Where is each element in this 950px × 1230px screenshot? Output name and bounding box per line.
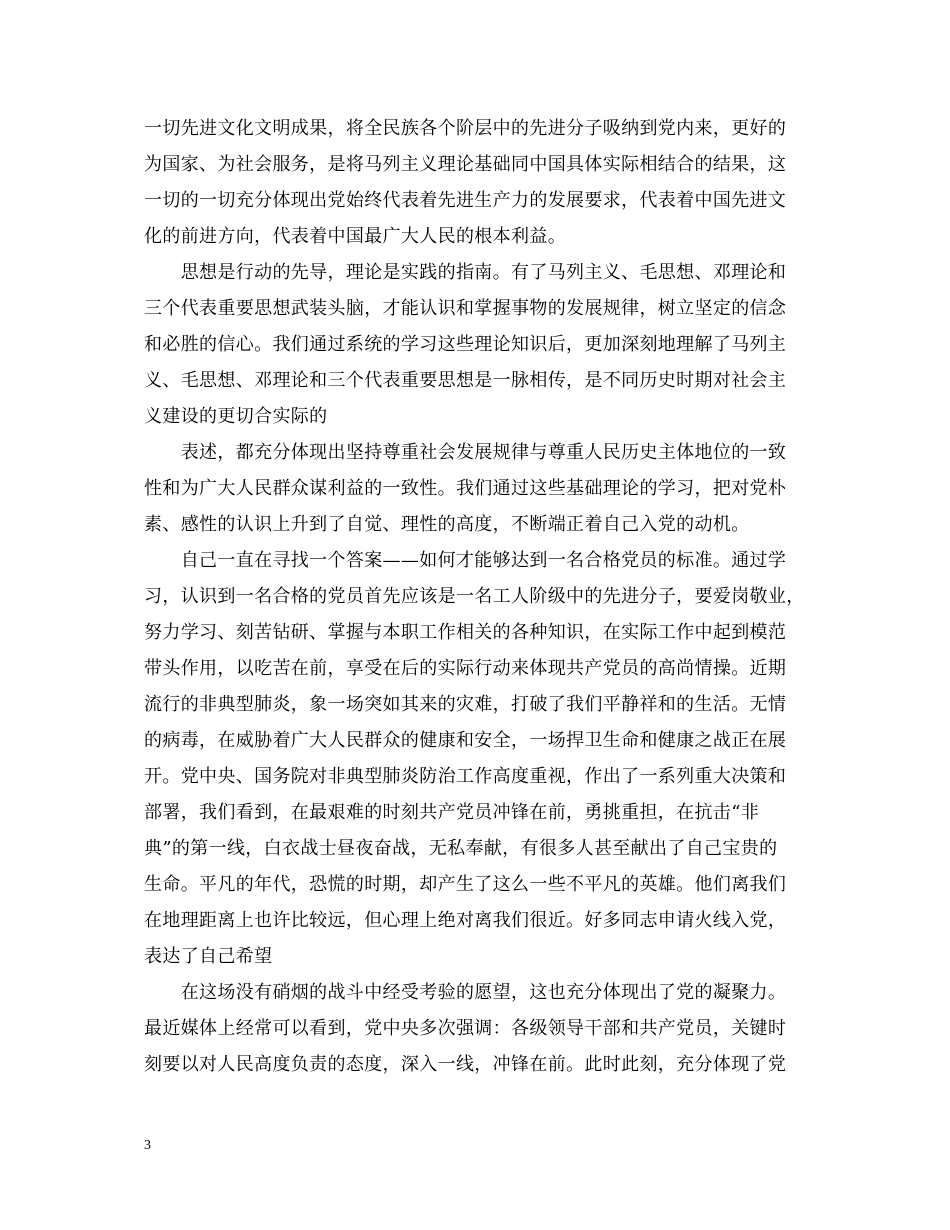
text-line: 为国家、为社会服务，是将马列主义理论基础同中国具体实际相结合的结果，这 [144, 154, 787, 175]
text-line: 最近媒体上经常可以看到，党中央多次强调：各级领导干部和共产党员，关键时 [144, 1018, 787, 1039]
text-line: 三个代表重要思想武装头脑，才能认识和掌握事物的发展规律，树立坚定的信念 [144, 298, 787, 319]
text-line: 一切的一切充分体现出党始终代表着先进生产力的发展要求，代表着中国先进文 [144, 190, 787, 211]
text-line: 开。党中央、国务院对非典型肺炎防治工作高度重视，作出了一系列重大决策和 [144, 766, 787, 787]
text-line: 义、毛思想、邓理论和三个代表重要思想是一脉相传，是不同历史时期对社会主 [144, 370, 787, 391]
text-line: 习，认识到一名合格的党员首先应该是一名工人阶级中的先进分子，要爱岗敬业， [144, 586, 805, 607]
text-line: 部署，我们看到，在最艰难的时刻共产党员冲锋在前，勇挑重担，在抗击“非 [144, 802, 760, 823]
text-line: 思想是行动的先导，理论是实践的指南。有了马列主义、毛思想、邓理论和 [144, 262, 787, 283]
text-line: 在这场没有硝烟的战斗中经受考验的愿望，这也充分体现出了党的凝聚力。 [144, 982, 787, 1003]
text-line: 一切先进文化文明成果，将全民族各个阶层中的先进分子吸纳到党内来，更好的 [144, 118, 787, 139]
text-line: 刻要以对人民高度负责的态度，深入一线，冲锋在前。此时此刻，充分体现了党 [144, 1054, 787, 1075]
text-line: 自己一直在寻找一个答案——如何才能够达到一名合格党员的标准。通过学 [144, 550, 787, 571]
text-line: 性和为广大人民群众谋利益的一致性。我们通过这些基础理论的学习，把对党朴 [144, 478, 787, 499]
text-line: 表达了自己希望 [144, 946, 273, 967]
text-line: 化的前进方向，代表着中国最广大人民的根本利益。 [144, 226, 567, 247]
text-line: 在地理距离上也许比较远，但心理上绝对离我们很近。好多同志申请火线入党， [144, 910, 787, 931]
text-line: 努力学习、刻苦钻研、掌握与本职工作相关的各种知识，在实际工作中起到模范 [144, 622, 787, 643]
text-line: 素、感性的认识上升到了自觉、理性的高度，不断端正着自己入党的动机。 [144, 514, 750, 535]
text-line: 带头作用，以吃苦在前，享受在后的实际行动来体现共产党员的高尚情操。近期 [144, 658, 787, 679]
page-number: 3 [144, 1138, 151, 1153]
text-line: 生命。平凡的年代，恐慌的时期，却产生了这么一些不平凡的英雄。他们离我们 [144, 874, 787, 895]
text-line: 表述，都充分体现出坚持尊重社会发展规律与尊重人民历史主体地位的一致 [144, 442, 787, 463]
text-line: 的病毒，在威胁着广大人民群众的健康和安全，一场捍卫生命和健康之战正在展 [144, 730, 787, 751]
text-line: 义建设的更切合实际的 [144, 406, 328, 427]
text-line: 典”的第一线，白衣战士昼夜奋战，无私奉献，有很多人甚至献出了自己宝贵的 [144, 838, 778, 859]
text-line: 和必胜的信心。我们通过系统的学习这些理论知识后，更加深刻地理解了马列主 [144, 334, 787, 355]
text-line: 流行的非典型肺炎，象一场突如其来的灾难，打破了我们平静祥和的生活。无情 [144, 694, 787, 715]
